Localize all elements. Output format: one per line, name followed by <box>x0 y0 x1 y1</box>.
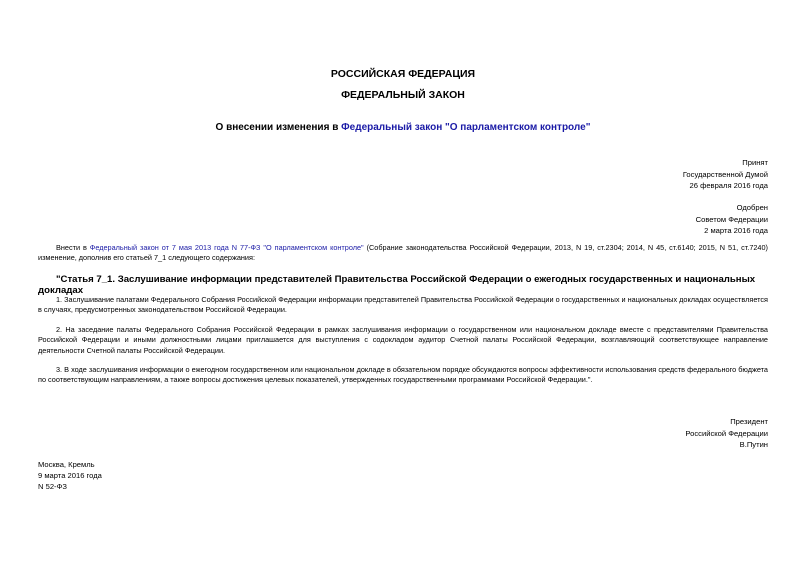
approved-date: 2 марта 2016 года <box>704 226 768 235</box>
approved-body: Советом Федерации <box>695 214 768 224</box>
adopted-date: 26 февраля 2016 года <box>689 181 768 190</box>
footer-place: Москва, Кремль <box>38 460 95 469</box>
approved-label: Одобрен <box>736 203 768 212</box>
law-type-heading: ФЕДЕРАЛЬНЫЙ ЗАКОН <box>341 89 465 101</box>
law-title-link[interactable]: Федеральный закон "О парламентском контроле" <box>341 122 591 133</box>
intro-prefix: Внести в <box>56 243 90 252</box>
adopted-label: Принят <box>742 158 768 167</box>
law-title-prefix: О внесении изменения в <box>215 122 342 133</box>
law-title <box>38 122 768 133</box>
adopted-body: Государственной Думой <box>682 169 768 179</box>
footer-number: N 52-ФЗ <box>38 482 67 491</box>
signature-position: Президент <box>730 417 768 426</box>
article-paragraph-1: 1. Заслушивание палатами Федерального Собрания Российской Федерации информации представителей Правительства Российской Федерации о государственных и национальных докладах осуществляется в случаях, предусмотренных законодательством Российской Федерации. <box>38 295 768 315</box>
footer-block <box>38 459 102 492</box>
signature-country: Российской Федерации <box>685 428 768 438</box>
article-paragraph-3: 3. В ходе заслушивания информации о ежегодном государственном или национальном докладе в обязательном порядке обсуждаются вопросы эффективности использования средств федерального бюджета по соответствующим направлениям, а также вопросы достижения целевых показателей, утвержденных государственными программами Российской Федерации.". <box>38 365 768 385</box>
intro-suffix: (Собрание законодательства Российской Федерации, 2013, N 19, ст.2304; 2014, N 45, ст.6140; 2015, N 51, ст.7240) изменение, дополнив его статьей 7_1 следующего содержания: <box>38 243 768 263</box>
article-paragraph-2: 2. На заседание палаты Федерального Собрания Российской Федерации в рамках заслушивания информации о государственном или национальном докладе вместе с представителями Правительства Российской Федерации и иными должностными лицами приглашается для выступления с содокладом аудитор Счетной палаты Российской Федерации, возглавляющий соответствующее направление деятельности Счетной палаты Российской Федерации. <box>38 325 768 355</box>
adopted-block <box>683 157 768 192</box>
intro-paragraph <box>38 243 768 264</box>
approved-block <box>696 202 768 237</box>
document-page <box>38 0 768 571</box>
signature-block <box>685 416 768 451</box>
intro-law-link[interactable]: Федеральный закон от 7 мая 2013 года N 77-ФЗ "О парламентском контроле" <box>89 243 364 252</box>
federation-heading: РОССИЙСКАЯ ФЕДЕРАЦИЯ <box>330 68 476 80</box>
article-title: "Статья 7_1. Заслушивание информации представителей Правительства Российской Федерации о ежегодных государственных и национальных докладах <box>38 274 756 296</box>
signature-name: В.Путин <box>739 440 768 449</box>
footer-date: 9 марта 2016 года <box>38 471 102 480</box>
